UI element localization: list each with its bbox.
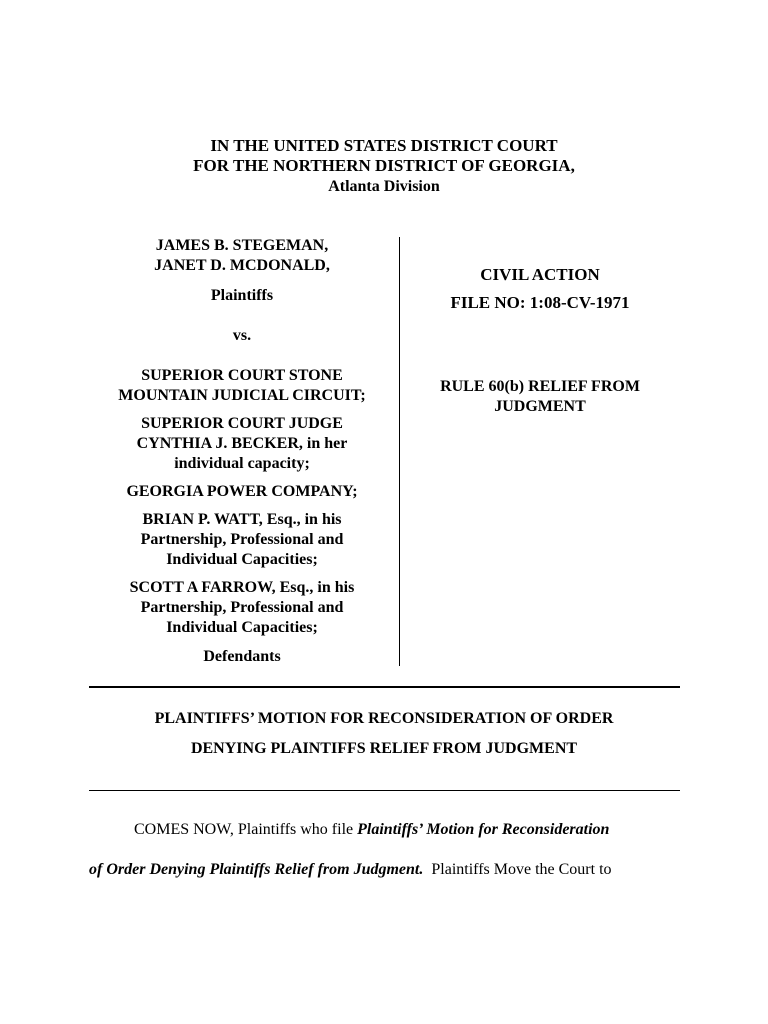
court-line-1: IN THE UNITED STATES DISTRICT COURT (210, 136, 558, 155)
defendant-line: Partnership, Professional and (140, 531, 344, 548)
rule-line: JUDGMENT (494, 398, 586, 415)
defendant-line: individual capacity; (174, 455, 310, 472)
rule-line: RULE 60(b) RELIEF FROM (440, 378, 640, 395)
motion-name-emphasis: Plaintiffs’ Motion for Reconsideration (357, 821, 610, 838)
defendant-line: SUPERIOR COURT STONE (141, 367, 343, 384)
section-rule (89, 790, 680, 791)
body-text: COMES NOW, Plaintiffs who file (134, 821, 358, 838)
defendant-line: MOUNTAIN JUDICIAL CIRCUIT; (118, 387, 366, 404)
defendant-line: Individual Capacities; (166, 551, 318, 568)
defendant-line: SUPERIOR COURT JUDGE (141, 415, 343, 432)
section-rule (89, 686, 680, 688)
body-paragraph-line (89, 820, 680, 840)
plaintiffs-label: Plaintiffs (210, 287, 274, 304)
defendant-line: BRIAN P. WATT, Esq., in his (142, 511, 342, 528)
motion-title-line-2: DENYING PLAINTIFFS RELIEF FROM JUDGMENT (190, 740, 578, 757)
versus-label: vs. (232, 327, 252, 344)
court-division: Atlanta Division (328, 178, 440, 195)
defendant-line: CYNTHIA J. BECKER, in her (136, 435, 348, 452)
civil-action-label: CIVIL ACTION (480, 265, 600, 284)
plaintiff-name: JAMES B. STEGEMAN, (155, 237, 329, 254)
body-paragraph-line (89, 860, 680, 880)
motion-name-emphasis: of Order Denying Plaintiffs Relief from Judgment. (89, 861, 424, 878)
plaintiff-name: JANET D. MCDONALD, (154, 257, 330, 274)
defendant-line: GEORGIA POWER COMPANY; (126, 483, 358, 500)
motion-title-line-1: PLAINTIFFS’ MOTION FOR RECONSIDERATION OF ORDER (154, 710, 614, 727)
defendants-label: Defendants (203, 648, 281, 665)
defendant-line: Individual Capacities; (166, 619, 318, 636)
defendant-line: SCOTT A FARROW, Esq., in his (129, 579, 355, 596)
file-number: FILE NO: 1:08-CV-1971 (450, 293, 630, 312)
court-line-2: FOR THE NORTHERN DISTRICT OF GEORGIA, (193, 156, 575, 175)
body-text: Plaintiffs Move the Court to (423, 861, 612, 878)
defendant-line: Partnership, Professional and (140, 599, 344, 616)
